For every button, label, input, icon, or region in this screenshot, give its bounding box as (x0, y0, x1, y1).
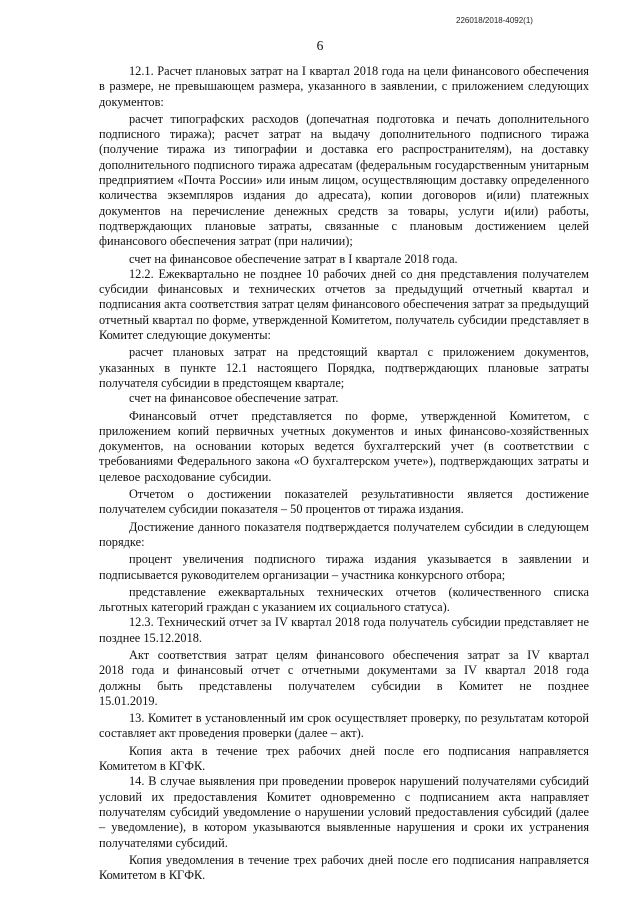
document-id: 226018/2018-4092(1) (456, 16, 533, 25)
document-body (99, 64, 589, 883)
paragraph-planned-costs: расчет плановых затрат на предстоящий квартал с приложением документов, указанных в пункте 12.1 настоящего Порядка, подтверждающих плановые затраты получателя субсидии в предстоящем квартале; (99, 345, 589, 390)
paragraph-act-copy: Копия акта в течение трех рабочих дней после его подписания направляется Комитетом в КГФК. (99, 743, 589, 774)
page-number: 6 (316, 38, 324, 53)
paragraph-14: 14. В случае выявления при проведении проверок нарушений получателями субсидий условий их предоставления Комитет одновременно с подписанием акта направляет получателям субсидий уведомление о нарушении условий предоставления субсидий (далее – уведомление), в котором указываются выявленные нарушения и сроки их устранения получателями субсидий. (99, 774, 589, 850)
paragraph-12-3: 12.3. Технический отчет за IV квартал 2018 года получатель субсидии представляет не позднее 15.12.2018. (99, 615, 589, 645)
paragraph-financial-report: Финансовый отчет представляется по форме, утвержденной Комитетом, с приложением копий первичных учетных документов и иных финансово-хозяйственных документов, на основании которых ведется бухгалтерский учет (в соответствии с требованиями Федерального закона «О бухгалтерском учете»), подтверждающих затраты и целевое расходование субсидии. (99, 408, 589, 484)
paragraph-performance-report: Отчетом о достижении показателей результативности является достижение получателем субсидии показателя – 50 процентов от тиража издания. (99, 487, 589, 517)
paragraph-12-1: 12.1. Расчет плановых затрат на I квартал 2018 года на цели финансового обеспечения в размере, не превышающем размера, указанного в заявлении, с приложением следующих документов: (99, 64, 589, 109)
paragraph-confirmation-order: Достижение данного показателя подтверждается получателем субсидии в следующем порядке: (99, 519, 589, 549)
paragraph-invoice: счет на финансовое обеспечение затрат. (129, 391, 339, 406)
paragraph-typography-costs: расчет типографских расходов (допечатная подготовка и печать дополнительного подписного тиража); расчет затрат на выдачу дополнительного подписного тиража (получение тиража из типографии и доставка его распространителям), на доставку дополнительного подписного тиража адресатам (федеральным государственным унитарным предприятием «Почта России» или иным лицом, осуществляющим доставку определенного количества экземпляров издания до адресата), копии договоров и(или) платежных документов на перечисление денежных средств за товары, услуги и(или) работы, подтверждающих плановые затраты, связанные с плановым достижением целей финансового обеспечения затрат (при наличии); (99, 111, 589, 249)
paragraph-12-2: 12.2. Ежеквартально не позднее 10 рабочих дней со дня представления получателем субсидии финансовых и технических отчетов за предыдущий отчетный квартал и подписания акта соответствия затрат целям финансового обеспечения затрат за предыдущий отчетный квартал по форме, утвержденной Комитетом, получатель субсидии представляет в Комитет следующие документы: (99, 266, 589, 343)
paragraph-notice-copy: Копия уведомления в течение трех рабочих дней после его подписания направляется Комитетом в КГФК. (99, 852, 589, 883)
paragraph-compliance-act: Акт соответствия затрат целям финансового обеспечения затрат за IV квартал 2018 года и финансовый отчет с отчетными документами за IV квартал 2018 года должны быть представлены получателем субсидии в Комитет не позднее 15.01.2019. (99, 647, 589, 708)
paragraph-invoice-q1: счет на финансовое обеспечение затрат в I квартале 2018 года. (129, 251, 458, 266)
paragraph-technical-reports: представление ежеквартальных технических отчетов (количественного списка льготных категорий граждан с указанием их социального статуса). (99, 584, 589, 615)
paragraph-circulation-increase: процент увеличения подписного тиража издания указывается в заявлении и подписывается руководителем организации – участника конкурсного отбора; (99, 552, 589, 582)
paragraph-13: 13. Комитет в установленный им срок осуществляет проверку, по результатам которой составляет акт проведения проверки (далее – акт). (99, 711, 589, 741)
